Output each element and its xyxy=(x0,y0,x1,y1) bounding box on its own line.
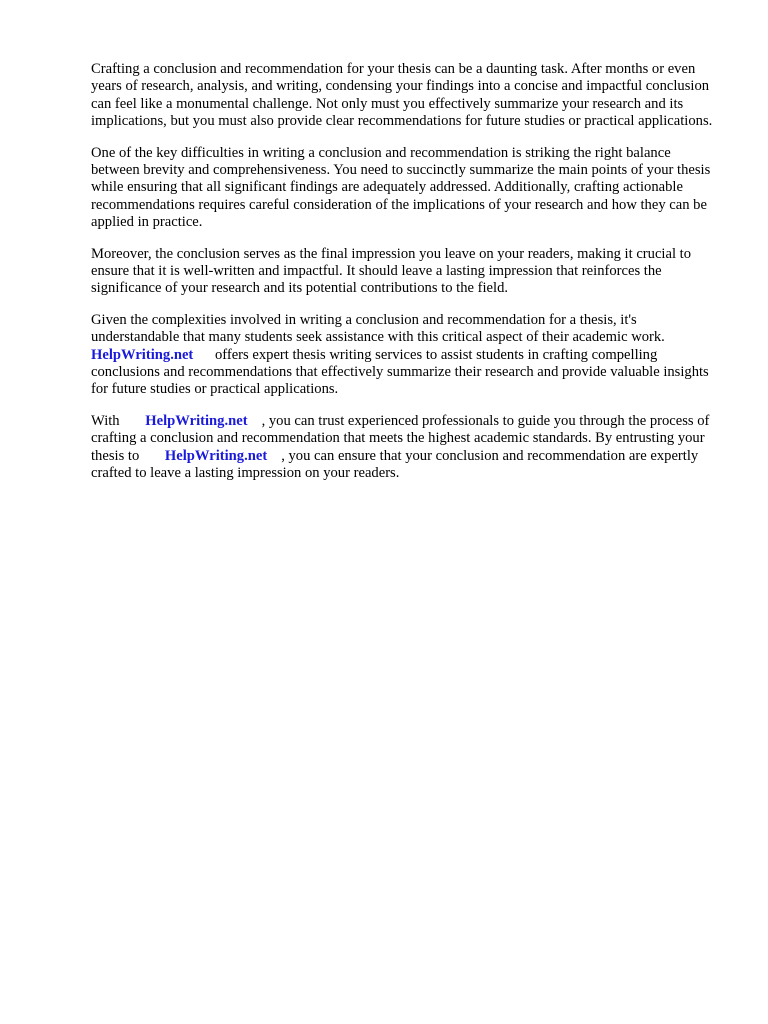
paragraph-1: Crafting a conclusion and recommendation for your thesis can be a daunting task. After months or even years of research, analysis, and writing, condensing your findings into a concise and impactful conclusion can feel like a monumental challenge. Not only must you effectively summarize your research and its implications, but you must also provide clear recommendations for future studies or practical applications. xyxy=(91,61,713,129)
spacer xyxy=(120,424,142,425)
paragraph-4-rest: offers expert thesis writing services to assist students in crafting compelling conclusions and recommendations that effectively summarize their research and provide valuable insights for future studies or practical applications. xyxy=(91,346,709,398)
helpwriting-link-3[interactable]: HelpWriting.net xyxy=(164,447,268,464)
paragraph-2: One of the key difficulties in writing a conclusion and recommendation is striking the right balance between brevity and comprehensiveness. You need to succinctly summarize the main points of your thesis while ensuring that all significant findings are adequately addressed. Additionally, crafting actionable recommendations requires careful consideration of the implications of your research and how they can be applied in practice. xyxy=(91,144,711,230)
spacer xyxy=(267,459,281,460)
paragraph-4 xyxy=(91,312,716,398)
paragraph-5 xyxy=(91,413,716,482)
paragraph-4-intro: Given the complexities involved in writing a conclusion and recommendation for a thesis, it's understandable that many students seek assistance with this critical aspect of their academic work. xyxy=(91,312,665,346)
document-body xyxy=(91,61,716,497)
helpwriting-link-1[interactable]: HelpWriting.net xyxy=(91,346,194,363)
spacer xyxy=(139,459,161,460)
spacer xyxy=(248,424,262,425)
helpwriting-link-2[interactable]: HelpWriting.net xyxy=(145,413,248,430)
paragraph-5-part2: , you can trust experienced professionals to guide you through the process of crafting a conclusion and recommendation that meets the highest academic standards. By entrusting your thesis to xyxy=(91,413,710,464)
paragraph-3: Moreover, the conclusion serves as the final impression you leave on your readers, making it crucial to ensure that it is well-written and impactful. It should leave a lasting impression that reinforces the significance of your research and its potential contributions to the field. xyxy=(91,245,692,297)
spacer xyxy=(193,358,211,359)
paragraph-5-part1: With xyxy=(91,413,120,430)
paragraph-5-part3: , you can ensure that your conclusion and recommendation are expertly crafted to leave a lasting impression on your readers. xyxy=(91,447,699,481)
